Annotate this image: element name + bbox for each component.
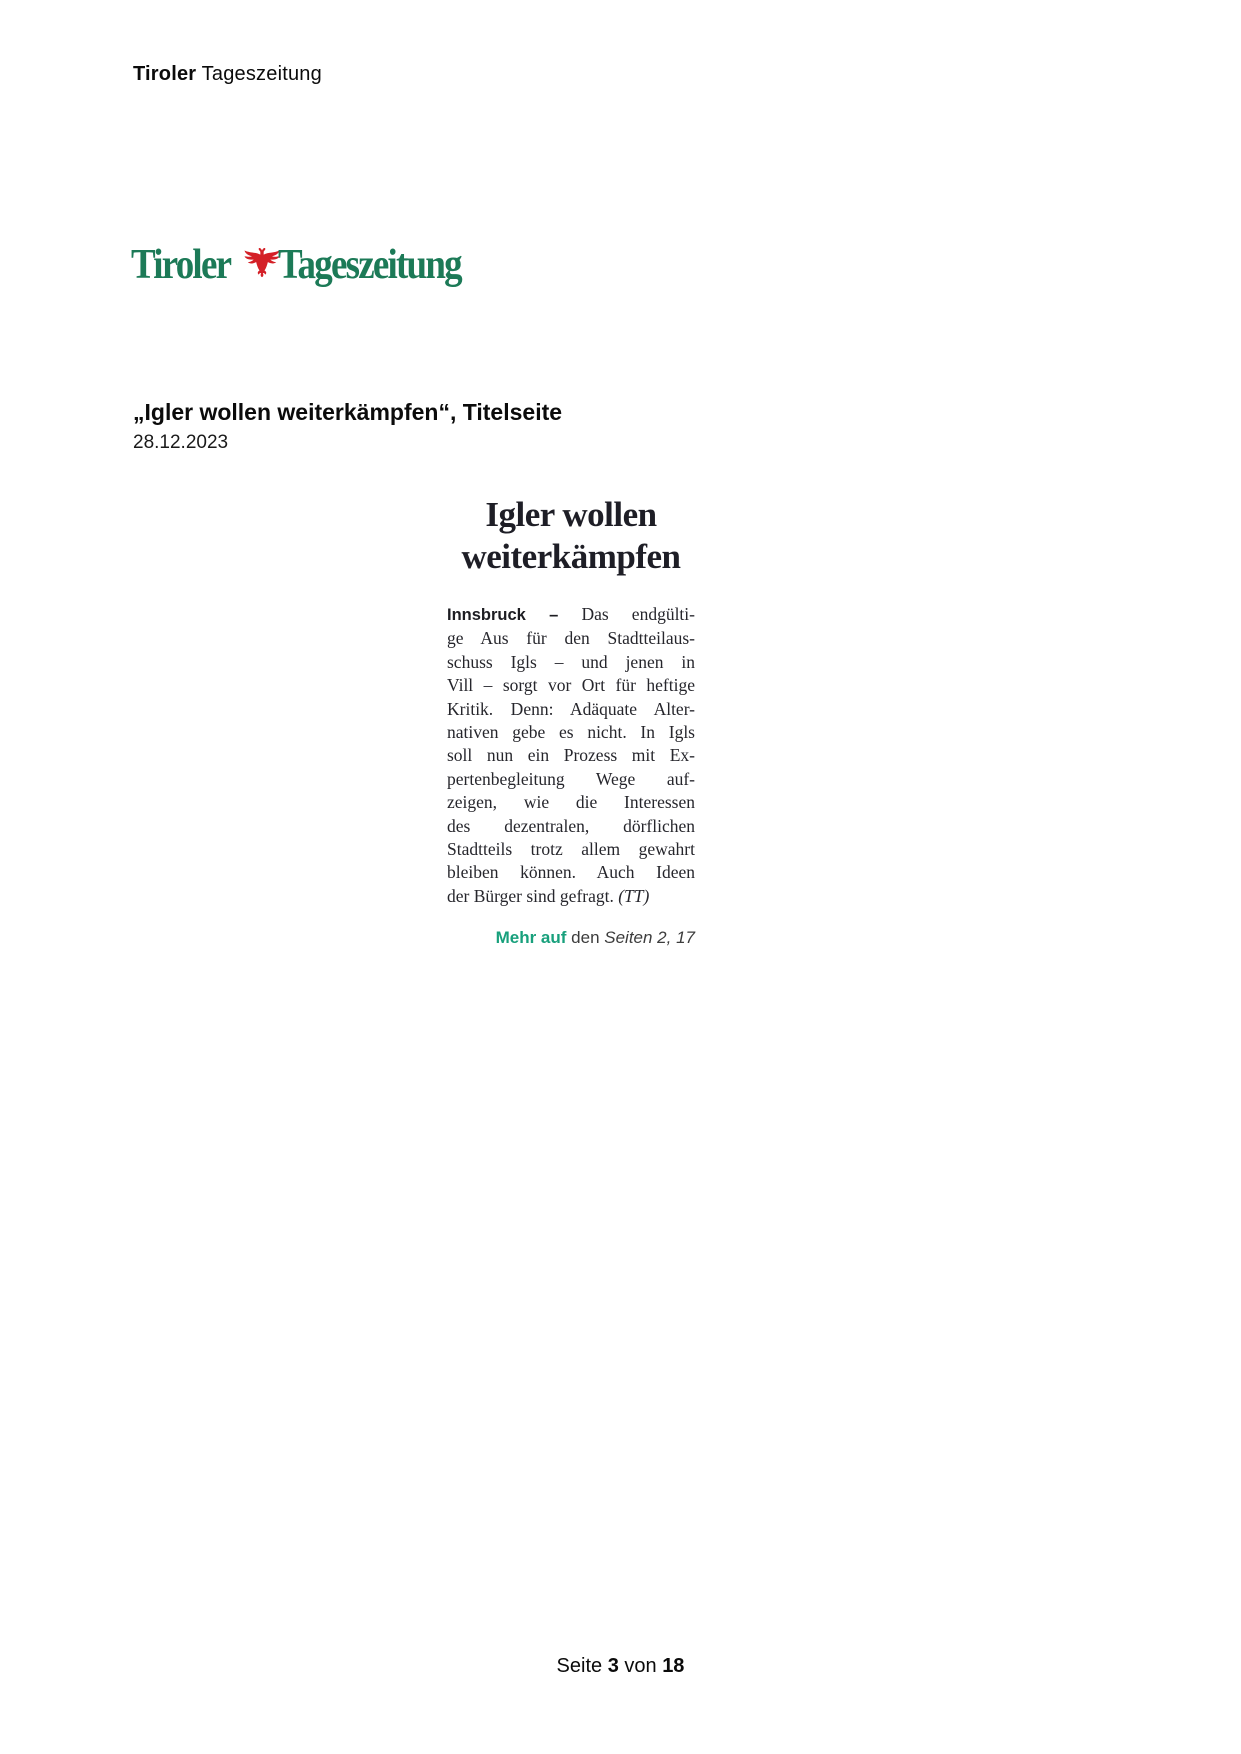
header-brand-line (133, 63, 322, 86)
footer-page-number: 3 (607, 1655, 619, 1677)
article-body (447, 603, 695, 908)
body-line: ge Aus für den Stadtteilaus- (447, 628, 695, 649)
footer-word-von: von (618, 1655, 663, 1677)
footer-word-seite: Seite (556, 1655, 608, 1677)
newspaper-clipping (447, 494, 695, 948)
body-line-first (447, 603, 695, 627)
footer-total-pages: 18 (662, 1655, 685, 1677)
header-brand-rest: Tageszeitung (196, 63, 322, 85)
tyrolean-eagle-icon (242, 241, 282, 285)
article-body-lines (447, 627, 695, 884)
article-headline (447, 494, 695, 578)
body-line: soll nun ein Prozess mit Ex- (447, 745, 695, 766)
body-line: des dezentralen, dörflichen (447, 815, 695, 836)
body-line: pertenbegleitung Wege auf- (447, 768, 695, 789)
body-line-first-rest: Das endgülti- (558, 604, 695, 624)
page-footer (0, 1655, 1241, 1678)
article-dateline: Innsbruck – (447, 606, 559, 624)
header-brand-bold: Tiroler (133, 63, 197, 85)
article-credit: (TT) (618, 885, 650, 906)
body-line: nativen gebe es nicht. In Igls (447, 722, 695, 743)
body-line: Kritik. Denn: Adäquate Alter- (447, 698, 695, 719)
article-headline-line2: weiterkämpfen (461, 537, 681, 576)
more-middle: den (566, 928, 605, 948)
body-line: zeigen, wie die Interessen (447, 792, 695, 813)
article-headline-line1: Igler wollen (485, 495, 657, 534)
body-line: bleiben können. Auch Ideen (447, 862, 695, 883)
body-line: schuss Igls – und jenen in (447, 651, 695, 672)
clipping-date: 28.12.2023 (133, 432, 229, 453)
body-line: Vill – sorgt vor Ort für heftige (447, 675, 695, 696)
logo-word-tageszeitung: Tageszeitung (277, 242, 461, 288)
clipping-title-heading: „Igler wollen weiterkämpfen“, Titelseite (133, 399, 563, 425)
more-on-pages-line (447, 927, 695, 948)
body-line-last (447, 885, 695, 908)
logo-word-tiroler: Tiroler (131, 242, 231, 288)
body-line: Stadtteils trotz allem gewahrt (447, 839, 695, 860)
more-pages: Seiten 2, 17 (604, 928, 695, 948)
newspaper-masthead-logo (131, 241, 486, 289)
more-highlight: Mehr auf (495, 928, 567, 948)
body-line-last-text: der Bürger sind gefragt. (447, 885, 619, 906)
